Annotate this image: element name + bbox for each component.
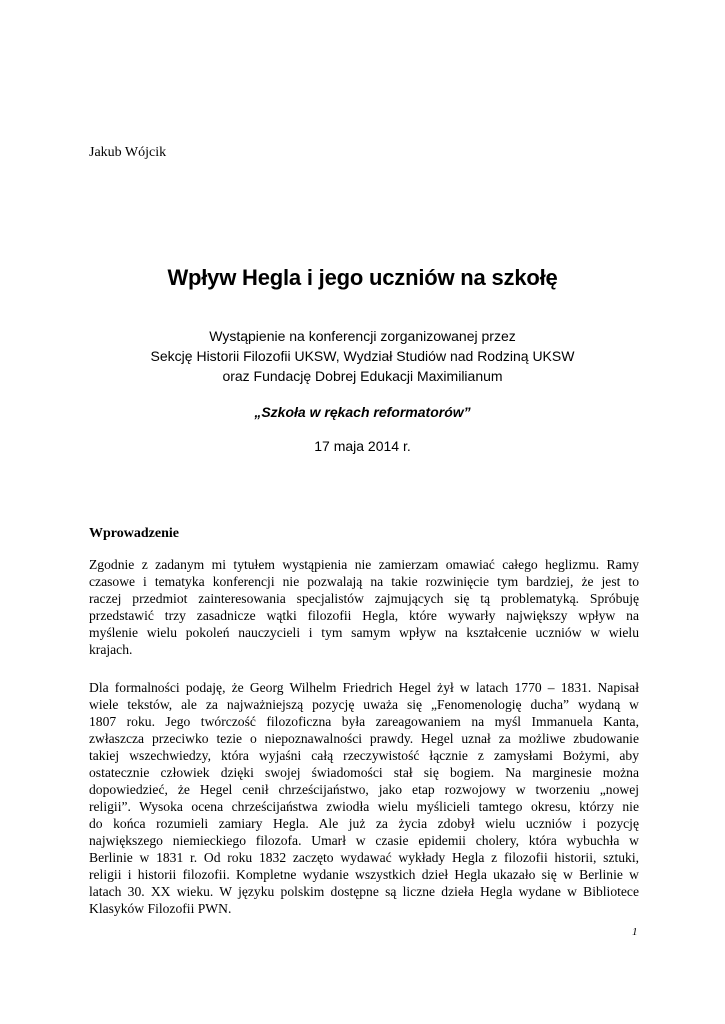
paragraph-line: Klasyków Filozofii PWN. — [89, 901, 232, 916]
paragraph-line: religii i historii filozofii. Kompletne wydanie wszystkich dzieł Hegla ukazało się w Berlinie w — [89, 867, 639, 882]
paragraph-line: 1807 roku. Jego twórczość filozoficzna była zareagowaniem na myśl Immanuela Kanta, — [89, 714, 639, 729]
paragraph-line: myślenie wielu pokoleń nauczycieli i tym samym wpływ na kształcenie uczniów w wielu — [89, 625, 639, 640]
document-title: Wpływ Hegla i jego uczniów na szkołę — [167, 265, 558, 290]
paragraph-line: Dla formalności podaję, że Georg Wilhelm Friedrich Hegel żył w latach 1770 – 1831. Napisał — [89, 680, 639, 695]
paragraph-line: przedstawić trzy zasadnicze wątki filozofii Hegla, które wywarły największy wpływ na — [89, 608, 639, 623]
paragraph-2 — [89, 679, 639, 917]
paragraph-line: Zgodnie z zadanym mi tytułem wystąpienia nie zamierzam omawiać całego heglizmu. Ramy — [89, 557, 639, 572]
paragraph-line: ostatecznie człowiek dzięki swojej świadomości stał się bogiem. Na marginesie można — [89, 765, 639, 780]
paragraph-line: takiej wszechwiedzy, która wyjaśni całą rzeczywistość łącznie z zamysłami Bożymi, aby — [89, 748, 639, 763]
paragraph-line: Berlinie w 1831 r. Od roku 1832 zaczęto wydawać wykłady Hegla z filozofii historii, sztuki, — [89, 850, 639, 865]
subtitle-line: oraz Fundację Dobrej Edukacji Maximilianum — [222, 368, 503, 384]
paragraph-1 — [89, 556, 639, 658]
paragraph-line: wiele tekstów, ale za najważniejszą pozycję uważa się „Fenomenologię ducha” wydaną w — [89, 697, 639, 712]
paragraph-line: czasowe i tematyka konferencji nie pozwalają na takie rozwinięcie tym bardziej, że jest to — [89, 574, 639, 589]
author-name: Jakub Wójcik — [89, 145, 167, 160]
subtitle-line: Wystąpienie na konferencji zorganizowanej przez — [209, 328, 516, 344]
conference-date: 17 maja 2014 r. — [314, 438, 411, 454]
paragraph-line: największego niemieckiego filozofa. Umarł w czasie epidemii cholery, która wybuchła w — [89, 833, 639, 848]
paragraph-line: zwłaszcza przeciwko tezie o niepoznawalności prawdy. Hegel uznał za możliwe zbudowanie — [89, 731, 639, 746]
paragraph-line: krajach. — [89, 642, 133, 657]
paragraph-line: raczej przedmiot zainteresowania specjalistów zajmujących się tą problematyką. Spróbuję — [89, 591, 639, 606]
conference-name: „Szkoła w rękach reformatorów” — [254, 404, 471, 420]
section-heading: Wprowadzenie — [89, 526, 179, 541]
subtitle-line: Sekcję Historii Filozofii UKSW, Wydział Studiów nad Rodziną UKSW — [150, 348, 575, 364]
paragraph-line: latach 30. XX wieku. W języku polskim dostępne są liczne dzieła Hegla wydane w Bibliotece — [89, 884, 639, 899]
page-number: 1 — [632, 926, 638, 938]
subtitle-block — [0, 326, 725, 386]
paragraph-line: religii”. Wysoka ocena chrześcijaństwa zwiodła wielu myślicieli tamtego okresu, którzy nie — [89, 799, 639, 814]
paragraph-line: dopowiedzieć, że Hegel cenił chrześcijaństwo, jako etap rozwojowy w tworzeniu „nowej — [89, 782, 639, 797]
paragraph-line: do końca rozumieli zamiary Hegla. Ale już za życia zdobył wielu uczniów i pozycję — [89, 816, 639, 831]
